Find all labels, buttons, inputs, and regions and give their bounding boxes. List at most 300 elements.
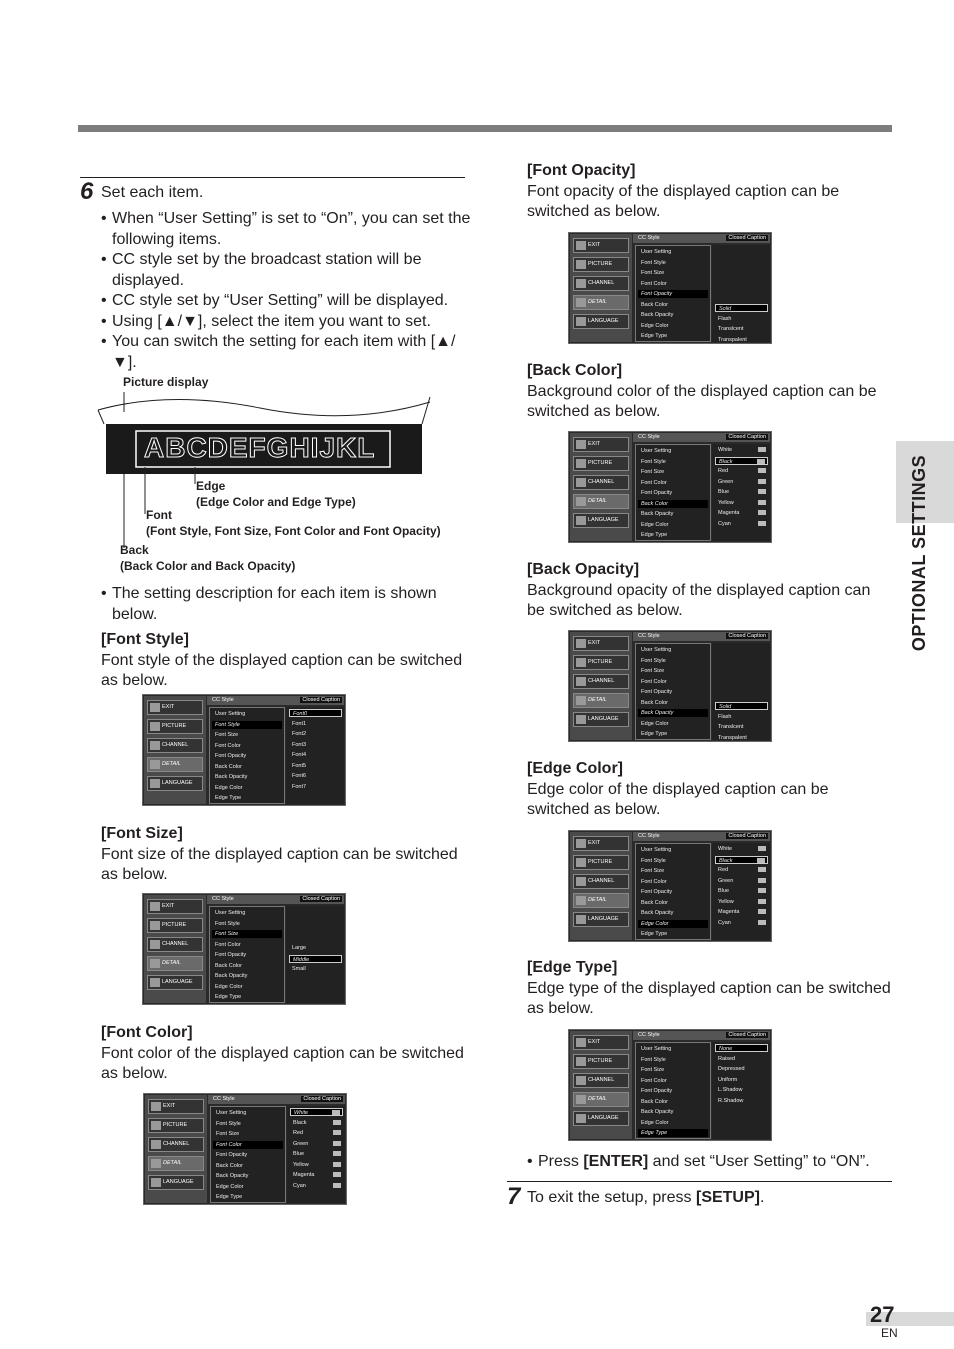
- color-swatch: [758, 920, 766, 925]
- menu-button-label: CHANNEL: [588, 1077, 615, 1083]
- menu-item[interactable]: Font Style: [641, 458, 666, 465]
- section-heading: [Font Opacity]: [527, 162, 636, 179]
- option-label: Blue: [718, 489, 730, 495]
- option-label: Uniform: [718, 1076, 738, 1083]
- menu-button-label: PICTURE: [588, 1058, 613, 1064]
- option-label: Depressed: [718, 1066, 745, 1072]
- option-label: Black: [719, 458, 733, 465]
- option-item[interactable]: [290, 1171, 343, 1179]
- menu-button-label: PICTURE: [163, 1122, 188, 1128]
- menu-button[interactable]: [573, 494, 629, 509]
- menu-icon: [576, 858, 586, 867]
- menu-item[interactable]: Font Color: [215, 742, 241, 749]
- option-item[interactable]: [715, 887, 768, 895]
- menu-item[interactable]: Font Color: [641, 878, 667, 885]
- menu-screen-back-opacity: [568, 630, 772, 742]
- menu-button[interactable]: [573, 276, 629, 291]
- menu-button[interactable]: [573, 693, 629, 708]
- menu-icon: [576, 516, 586, 525]
- setup-key: [SETUP]: [695, 1189, 760, 1206]
- option-label: Small: [292, 966, 306, 972]
- section-font-opacity: [527, 161, 892, 223]
- option-item[interactable]: [715, 866, 768, 874]
- menu-button[interactable]: [147, 899, 203, 914]
- menu-item[interactable]: Back Opacity: [641, 910, 674, 916]
- menu-item[interactable]: Back Color: [641, 301, 668, 308]
- menu-button[interactable]: [148, 1156, 204, 1171]
- menu-item[interactable]: Back Color: [641, 1098, 668, 1105]
- menu-item[interactable]: User Setting: [215, 910, 246, 916]
- menu-icon: [576, 1095, 586, 1104]
- font-desc: (Font Style, Font Size, Font Color and Font Opacity): [146, 524, 441, 538]
- menu-button[interactable]: [148, 1137, 204, 1152]
- menu-button[interactable]: [147, 937, 203, 952]
- option-label: Yellow: [718, 898, 734, 905]
- menu-button[interactable]: [573, 475, 629, 490]
- menu-left-panel: [570, 832, 632, 940]
- option-label: Blue: [718, 888, 730, 894]
- menu-item[interactable]: Font Size: [216, 1131, 240, 1137]
- color-swatch: [332, 1110, 340, 1115]
- menu-item[interactable]: Font Opacity: [641, 1088, 673, 1094]
- option-item[interactable]: [289, 762, 342, 770]
- color-swatch: [333, 1141, 341, 1146]
- menu-button[interactable]: [573, 1092, 629, 1107]
- option-item[interactable]: [290, 1129, 343, 1137]
- side-tab-label: OPTIONAL SETTINGS: [909, 454, 929, 652]
- picture-display-label: Picture display: [123, 375, 209, 389]
- option-label: Black: [293, 1119, 307, 1126]
- menu-button[interactable]: [147, 975, 203, 990]
- menu-button-label: LANGUAGE: [588, 1115, 619, 1121]
- menu-button[interactable]: [148, 1175, 204, 1190]
- menu-item[interactable]: Back Opacity: [638, 709, 708, 717]
- menu-header-tag: Closed Caption: [303, 1096, 341, 1102]
- option-label: Font2: [292, 731, 307, 737]
- option-item[interactable]: [715, 304, 768, 312]
- color-swatch: [757, 459, 765, 464]
- menu-item[interactable]: Font Opacity: [641, 889, 673, 895]
- menu-item[interactable]: User Setting: [641, 847, 672, 853]
- menu-button[interactable]: [148, 1118, 204, 1133]
- option-item[interactable]: [715, 478, 768, 486]
- color-swatch: [758, 489, 766, 494]
- menu-item[interactable]: User Setting: [641, 1046, 672, 1052]
- option-item[interactable]: [715, 1097, 768, 1105]
- menu-button-label: EXIT: [163, 1103, 176, 1109]
- menu-item[interactable]: Font Style: [212, 721, 282, 729]
- option-item[interactable]: [289, 965, 342, 973]
- menu-item[interactable]: Font Color: [213, 1141, 283, 1149]
- option-label: Magenta: [293, 1172, 315, 1178]
- menu-button[interactable]: [573, 1111, 629, 1126]
- menu-item[interactable]: Font Color: [641, 678, 667, 685]
- option-item[interactable]: [290, 1150, 343, 1158]
- option-label: L.Shadow: [718, 1087, 743, 1093]
- after-diagram-note: [101, 584, 471, 625]
- option-label: Green: [718, 478, 734, 485]
- option-label: Font7: [292, 783, 307, 790]
- menu-button-label: CHANNEL: [162, 941, 189, 947]
- option-item[interactable]: [715, 488, 768, 496]
- menu-button[interactable]: [147, 757, 203, 772]
- menu-screen-font-opacity: [568, 232, 772, 344]
- section-edge-type: [527, 958, 892, 1020]
- option-label: Font1: [292, 720, 307, 727]
- option-item[interactable]: [290, 1140, 343, 1148]
- option-item[interactable]: [715, 734, 768, 742]
- color-swatch: [333, 1162, 341, 1167]
- option-list: [287, 1106, 345, 1203]
- option-item[interactable]: [289, 709, 342, 717]
- option-item[interactable]: [715, 325, 768, 333]
- option-item[interactable]: [289, 955, 342, 963]
- color-swatch: [758, 510, 766, 515]
- section-heading: [Edge Color]: [527, 760, 623, 777]
- menu-item[interactable]: User Setting: [641, 448, 672, 454]
- menu-icon: [576, 715, 586, 724]
- menu-header-tag: Closed Caption: [302, 896, 340, 902]
- menu-item-list: [635, 1042, 711, 1139]
- menu-item[interactable]: Edge Color: [641, 322, 669, 329]
- font-label: Font: [146, 508, 172, 522]
- menu-item[interactable]: Back Opacity: [641, 1109, 674, 1115]
- menu-item[interactable]: Font Size: [641, 868, 665, 874]
- menu-item[interactable]: Edge Type: [641, 532, 668, 538]
- menu-icon: [151, 1159, 161, 1168]
- menu-button-label: LANGUAGE: [588, 517, 619, 523]
- page-number: 27: [870, 1302, 895, 1327]
- menu-button-label: LANGUAGE: [163, 1179, 194, 1185]
- menu-button[interactable]: [147, 918, 203, 933]
- color-swatch: [333, 1130, 341, 1135]
- color-swatch: [758, 909, 766, 914]
- option-item[interactable]: [715, 908, 768, 916]
- menu-icon: [576, 896, 586, 905]
- menu-item[interactable]: Edge Color: [215, 784, 243, 791]
- menu-button[interactable]: [573, 655, 629, 670]
- option-label: Red: [718, 468, 729, 474]
- menu-icon: [150, 940, 160, 949]
- menu-button[interactable]: [573, 836, 629, 851]
- color-swatch: [758, 846, 766, 851]
- menu-item[interactable]: Font Style: [641, 857, 666, 864]
- option-item[interactable]: [715, 898, 768, 906]
- step-6-bullets: [101, 209, 471, 373]
- option-item[interactable]: [715, 919, 768, 927]
- menu-button[interactable]: [573, 314, 629, 329]
- menu-screen-edge-type: [568, 1029, 772, 1141]
- menu-button-label: LANGUAGE: [588, 716, 619, 722]
- option-label: Middle: [293, 956, 310, 963]
- sample-caption-text: ABCDEFGHIJKL: [144, 432, 376, 463]
- menu-item[interactable]: User Setting: [641, 647, 672, 653]
- menu-header-tag: Closed Caption: [728, 633, 766, 639]
- color-swatch: [333, 1120, 341, 1125]
- option-label: Blue: [293, 1151, 305, 1157]
- menu-icon: [576, 877, 586, 886]
- menu-item[interactable]: Font Style: [215, 920, 240, 927]
- menu-header-title: CC Style: [212, 896, 234, 902]
- enter-key: [ENTER]: [583, 1153, 649, 1170]
- section-text: Background opacity of the displayed caption can be switched as below.: [527, 581, 871, 619]
- option-item[interactable]: [715, 1086, 768, 1094]
- menu-item[interactable]: Edge Type: [216, 1194, 243, 1200]
- menu-button[interactable]: [573, 636, 629, 651]
- option-label: Translcent: [718, 724, 744, 730]
- menu-item[interactable]: Back Color: [215, 962, 242, 969]
- menu-button-label: CHANNEL: [588, 878, 615, 884]
- menu-item[interactable]: Edge Type: [215, 994, 242, 1000]
- step-7-number: 7: [507, 1183, 521, 1210]
- menu-item[interactable]: Back Color: [641, 699, 668, 706]
- menu-left-panel: [570, 1031, 632, 1139]
- menu-header-tag: Closed Caption: [302, 697, 340, 703]
- section-edge-color: [527, 759, 892, 821]
- menu-button-label: CHANNEL: [162, 742, 189, 748]
- menu-icon: [576, 317, 586, 326]
- option-item[interactable]: [715, 509, 768, 517]
- menu-item[interactable]: Edge Type: [638, 1129, 708, 1137]
- menu-item[interactable]: Font Size: [212, 930, 282, 938]
- option-item[interactable]: [715, 520, 768, 528]
- option-label: Yellow: [293, 1161, 309, 1168]
- menu-button-label: DETAIL: [162, 960, 181, 966]
- menu-button-label: EXIT: [162, 704, 175, 710]
- menu-item[interactable]: Back Opacity: [215, 774, 248, 780]
- option-item[interactable]: [289, 730, 342, 738]
- option-item[interactable]: [715, 1044, 768, 1052]
- option-label: Red: [293, 1130, 304, 1136]
- menu-item[interactable]: User Setting: [216, 1110, 247, 1116]
- menu-button[interactable]: [147, 956, 203, 971]
- menu-button[interactable]: [573, 855, 629, 870]
- menu-icon: [576, 1038, 586, 1047]
- option-label: Large: [292, 945, 307, 951]
- menu-item[interactable]: Edge Color: [216, 1183, 244, 1190]
- menu-item[interactable]: Font Style: [641, 657, 666, 664]
- option-label: Font4: [292, 752, 307, 758]
- menu-button[interactable]: [573, 712, 629, 727]
- option-item[interactable]: [715, 1065, 768, 1073]
- menu-item[interactable]: Font Opacity: [641, 689, 673, 695]
- menu-item[interactable]: Font Color: [641, 1077, 667, 1084]
- option-item[interactable]: [715, 336, 768, 344]
- menu-button[interactable]: [573, 912, 629, 927]
- menu-item[interactable]: Font Opacity: [216, 1152, 248, 1158]
- menu-item[interactable]: Back Color: [216, 1162, 243, 1169]
- menu-item[interactable]: Back Color: [638, 500, 708, 508]
- menu-button[interactable]: [573, 295, 629, 310]
- option-item[interactable]: [290, 1182, 343, 1190]
- color-swatch: [333, 1172, 341, 1177]
- menu-left-panel: [144, 895, 206, 1003]
- menu-item[interactable]: Font Style: [216, 1120, 241, 1127]
- menu-button[interactable]: [573, 257, 629, 272]
- menu-item[interactable]: Back Opacity: [215, 973, 248, 979]
- menu-item[interactable]: Font Opacity: [215, 952, 247, 958]
- menu-item[interactable]: Edge Color: [215, 983, 243, 990]
- menu-icon: [150, 741, 160, 750]
- option-item[interactable]: [715, 1076, 768, 1084]
- menu-button-label: DETAIL: [588, 299, 607, 305]
- menu-left-panel: [144, 696, 206, 804]
- menu-item-list: [635, 245, 711, 342]
- menu-item[interactable]: Edge Color: [641, 1119, 669, 1126]
- step-7-lead: To exit the setup, press: [527, 1189, 696, 1206]
- option-item[interactable]: [289, 751, 342, 759]
- menu-item[interactable]: Edge Color: [641, 521, 669, 528]
- option-label: Magenta: [718, 510, 740, 516]
- menu-item[interactable]: Font Size: [215, 732, 239, 738]
- menu-button-label: PICTURE: [588, 261, 613, 267]
- menu-button[interactable]: [148, 1099, 204, 1114]
- menu-item[interactable]: Font Size: [641, 469, 665, 475]
- option-item[interactable]: [715, 467, 768, 475]
- menu-item[interactable]: Back Opacity: [216, 1173, 249, 1179]
- menu-item[interactable]: Back Opacity: [641, 511, 674, 517]
- menu-item[interactable]: Font Size: [641, 668, 665, 674]
- option-item[interactable]: [290, 1119, 343, 1127]
- option-item[interactable]: [715, 877, 768, 885]
- menu-header: [633, 632, 770, 641]
- bullet-item: • When “User Setting” is set to “On”, you can set the following items.: [101, 209, 471, 250]
- menu-button[interactable]: [147, 700, 203, 715]
- menu-button[interactable]: [573, 238, 629, 253]
- menu-button[interactable]: [573, 1073, 629, 1088]
- menu-item[interactable]: Font Opacity: [638, 290, 708, 298]
- menu-button-label: EXIT: [588, 242, 601, 248]
- menu-item-list: [635, 843, 711, 940]
- section-heading: [Back Opacity]: [527, 561, 640, 578]
- menu-button-label: EXIT: [588, 840, 601, 846]
- option-item[interactable]: [715, 499, 768, 507]
- color-swatch: [758, 479, 766, 484]
- menu-icon: [576, 298, 586, 307]
- menu-item-list: [209, 906, 285, 1003]
- menu-button[interactable]: [573, 893, 629, 908]
- menu-item[interactable]: Edge Type: [641, 931, 668, 937]
- color-swatch: [758, 447, 766, 452]
- menu-header: [208, 1095, 345, 1104]
- menu-button-label: CHANNEL: [588, 479, 615, 485]
- menu-item[interactable]: User Setting: [641, 249, 672, 255]
- option-item[interactable]: [290, 1161, 343, 1169]
- menu-button[interactable]: [573, 1035, 629, 1050]
- option-label: White: [294, 1110, 309, 1116]
- menu-button[interactable]: [147, 738, 203, 753]
- menu-item[interactable]: Edge Type: [215, 795, 242, 801]
- menu-item[interactable]: User Setting: [215, 711, 246, 717]
- menu-button-label: LANGUAGE: [588, 318, 619, 324]
- color-swatch: [758, 899, 766, 904]
- menu-icon: [150, 760, 160, 769]
- menu-button[interactable]: [573, 513, 629, 528]
- option-item[interactable]: [715, 702, 768, 710]
- option-list: [712, 643, 770, 740]
- menu-item[interactable]: Font Style: [641, 1056, 666, 1063]
- option-item[interactable]: [289, 772, 342, 780]
- menu-screen-font-color: [143, 1093, 347, 1205]
- menu-button-label: PICTURE: [588, 659, 613, 665]
- menu-icon: [576, 260, 586, 269]
- menu-item[interactable]: Font Color: [641, 479, 667, 486]
- menu-icon: [576, 696, 586, 705]
- menu-button-label: PICTURE: [162, 922, 187, 928]
- menu-button[interactable]: [573, 874, 629, 889]
- menu-item[interactable]: Back Color: [215, 763, 242, 770]
- menu-icon: [150, 921, 160, 930]
- option-item[interactable]: [715, 446, 768, 454]
- menu-button[interactable]: [573, 456, 629, 471]
- menu-button[interactable]: [573, 437, 629, 452]
- option-item[interactable]: [289, 720, 342, 728]
- menu-icon: [151, 1102, 161, 1111]
- menu-item[interactable]: Edge Color: [638, 920, 708, 928]
- menu-item[interactable]: Font Color: [641, 280, 667, 287]
- color-swatch: [758, 468, 766, 473]
- section-font-size: [101, 824, 466, 886]
- menu-button[interactable]: [147, 719, 203, 734]
- option-label: Raised: [718, 1055, 736, 1062]
- menu-button-label: CHANNEL: [588, 280, 615, 286]
- option-item[interactable]: [289, 741, 342, 749]
- option-item[interactable]: [715, 856, 768, 864]
- menu-item[interactable]: Font Opacity: [215, 753, 247, 759]
- menu-button[interactable]: [147, 776, 203, 791]
- bullet-item: • Using [▲/▼], select the item you want to set.: [101, 312, 471, 333]
- menu-item[interactable]: Font Color: [215, 941, 241, 948]
- option-item[interactable]: [715, 315, 768, 323]
- menu-button[interactable]: [573, 1054, 629, 1069]
- menu-icon: [576, 639, 586, 648]
- section-rule: [80, 177, 465, 178]
- option-item[interactable]: [289, 944, 342, 952]
- option-item[interactable]: [289, 783, 342, 791]
- menu-item[interactable]: Edge Color: [641, 720, 669, 727]
- option-item[interactable]: [290, 1108, 343, 1116]
- option-list: [286, 707, 344, 804]
- menu-item[interactable]: Back Color: [641, 899, 668, 906]
- menu-button-label: DETAIL: [162, 761, 181, 767]
- menu-item[interactable]: Font Style: [641, 259, 666, 266]
- menu-icon: [576, 1057, 586, 1066]
- menu-item[interactable]: Font Opacity: [641, 490, 673, 496]
- menu-item[interactable]: Font Size: [641, 270, 665, 276]
- option-label: Magenta: [718, 909, 740, 915]
- menu-item[interactable]: Font Size: [641, 1067, 665, 1073]
- menu-button-label: CHANNEL: [588, 678, 615, 684]
- menu-button-label: DETAIL: [588, 897, 607, 903]
- option-label: Cyan: [718, 919, 731, 926]
- option-item[interactable]: [715, 723, 768, 731]
- step-6-number: 6: [80, 178, 94, 205]
- step-6-title: Set each item.: [101, 184, 204, 201]
- section-text: Font size of the displayed caption can be switched as below.: [101, 845, 458, 883]
- edge-label: Edge: [196, 479, 226, 493]
- menu-item[interactable]: Back Opacity: [641, 312, 674, 318]
- menu-button-label: PICTURE: [162, 723, 187, 729]
- section-back-opacity: [527, 560, 892, 622]
- menu-header: [633, 1031, 770, 1040]
- option-item[interactable]: [715, 457, 768, 465]
- menu-button[interactable]: [573, 674, 629, 689]
- menu-item[interactable]: Edge Type: [641, 333, 668, 339]
- option-item[interactable]: [715, 1055, 768, 1063]
- menu-item[interactable]: Edge Type: [641, 731, 668, 737]
- option-item[interactable]: [715, 845, 768, 853]
- option-item[interactable]: [715, 713, 768, 721]
